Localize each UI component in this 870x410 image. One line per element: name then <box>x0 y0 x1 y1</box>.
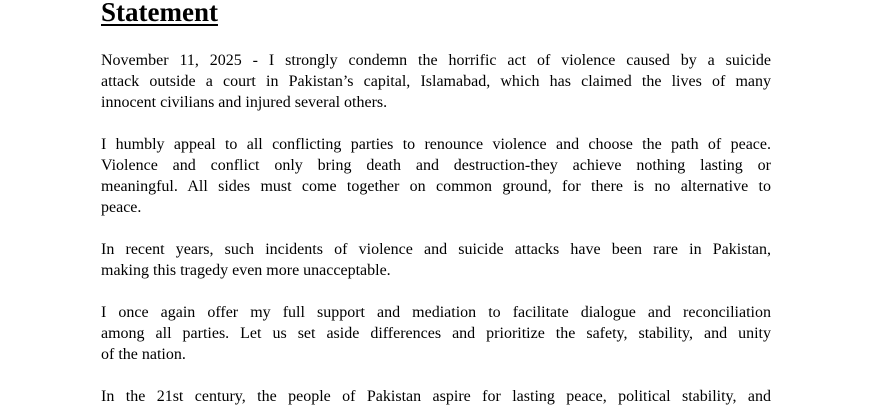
paragraph-1 <box>101 50 771 113</box>
paragraph-line: making this tragedy even more unacceptable. <box>101 262 391 279</box>
document-title: Statement <box>101 0 218 27</box>
paragraph-line: In recent years, such incidents of violence and suicide attacks have been rare in Pakistan, <box>101 241 771 258</box>
paragraph-line: innocent civilians and injured several others. <box>101 94 388 111</box>
paragraph-2 <box>101 134 771 218</box>
paragraph-5 <box>101 386 771 407</box>
paragraph-line: peace. <box>101 199 142 216</box>
paragraph-line: attack outside a court in Pakistan’s capital, Islamabad, which has claimed the lives of many <box>101 73 771 90</box>
paragraph-line: Violence and conflict only bring death and destruction-they achieve nothing lasting or <box>101 157 771 174</box>
paragraph-line: In the 21st century, the people of Pakistan aspire for lasting peace, political stability, and <box>101 388 771 405</box>
paragraph-line: among all parties. Let us set aside differences and prioritize the safety, stability, and unity <box>101 325 771 342</box>
paragraph-3 <box>101 239 771 281</box>
paragraph-line: I once again offer my full support and mediation to facilitate dialogue and reconciliation <box>101 304 771 321</box>
paragraph-line: I humbly appeal to all conflicting parties to renounce violence and choose the path of peace. <box>101 136 771 153</box>
paragraph-4 <box>101 302 771 365</box>
paragraph-line: meaningful. All sides must come together on common ground, for there is no alternative to <box>101 178 771 195</box>
paragraph-line: November 11, 2025 - I strongly condemn the horrific act of violence caused by a suicide <box>101 52 771 69</box>
paragraph-line: of the nation. <box>101 346 186 363</box>
